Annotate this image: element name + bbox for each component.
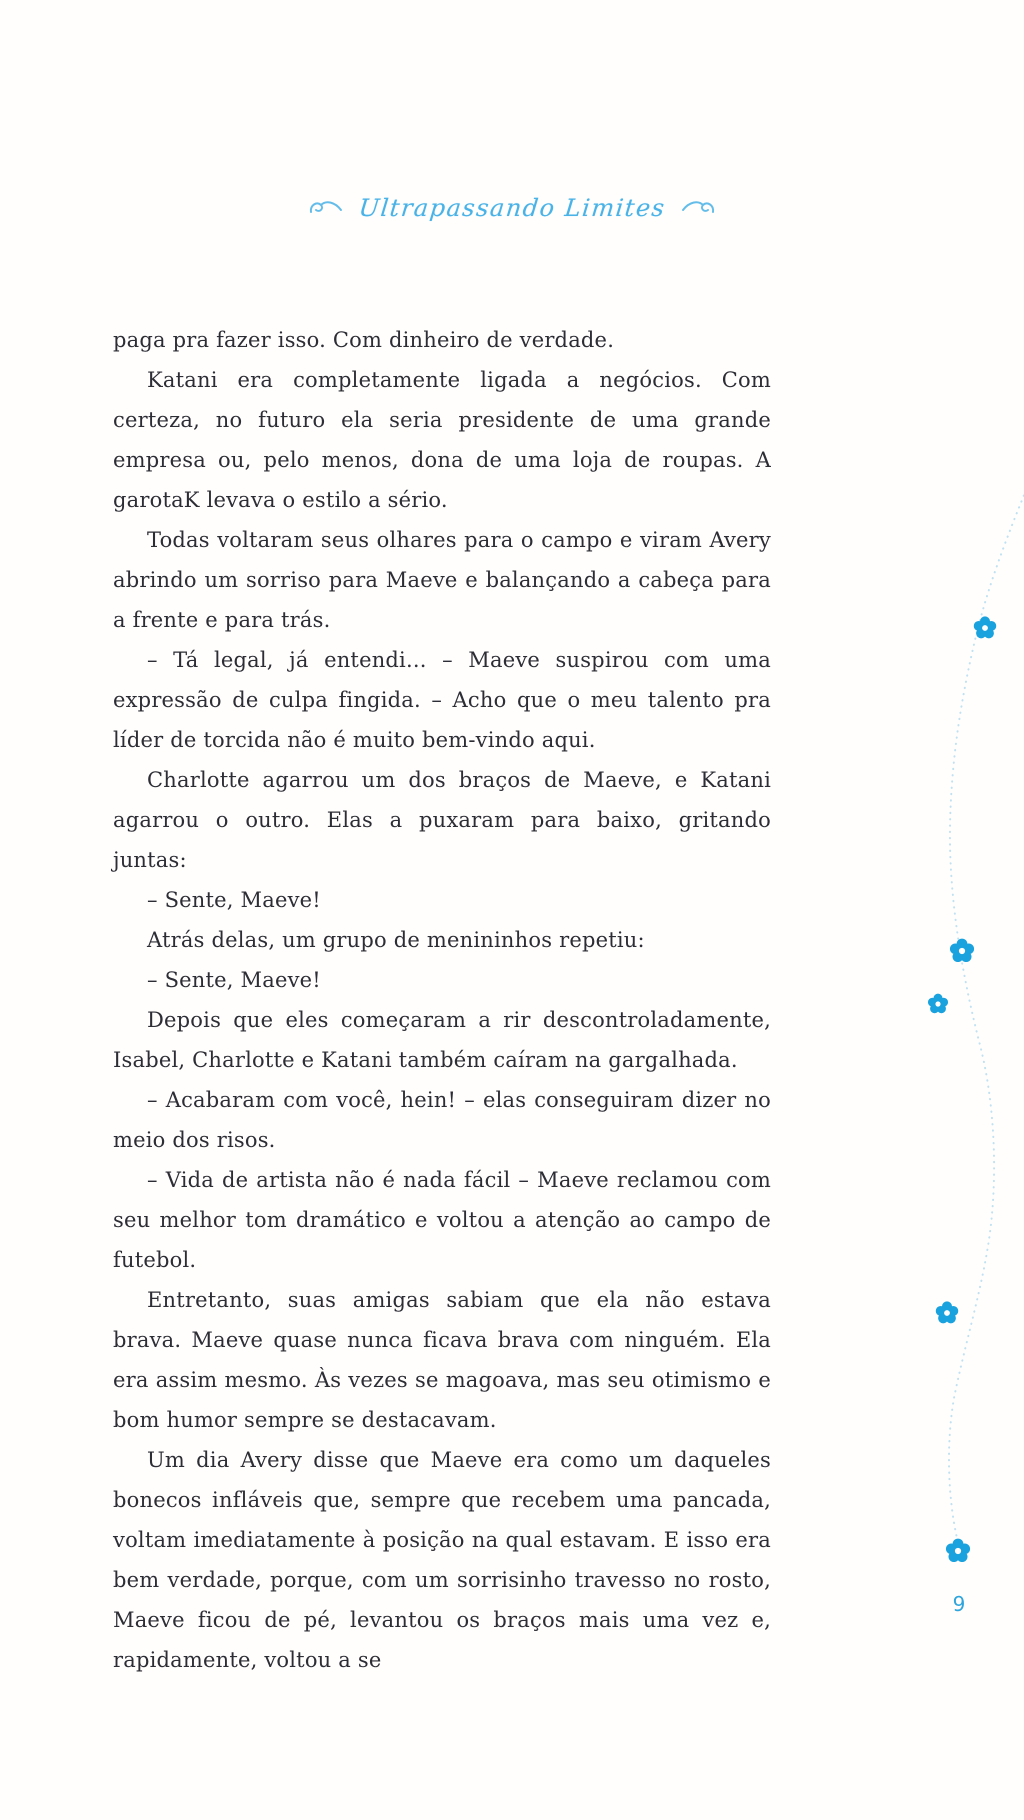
flower-icon	[971, 614, 999, 646]
paragraph: Depois que eles começaram a rir descontroladamente, Isabel, Charlotte e Katani também caíram na gargalhada.	[113, 1008, 771, 1072]
header-flourish-right-icon	[681, 199, 715, 217]
paragraph: paga pra fazer isso. Com dinheiro de verdade.	[113, 328, 615, 352]
flower-icon	[943, 1536, 973, 1570]
header-flourish-left-icon	[309, 199, 343, 217]
paragraph: – Sente, Maeve!	[147, 968, 321, 992]
chapter-title: Ultrapassando Limites	[357, 194, 667, 222]
flower-icon	[933, 1299, 961, 1331]
paragraph: Todas voltaram seus olhares para o campo e viram Avery abrindo um sorriso para Maeve e balançando a cabeça para a frente e para trás.	[113, 528, 771, 632]
paragraph: Entretanto, suas amigas sabiam que ela não estava brava. Maeve quase nunca ficava brava com ninguém. Ela era assim mesmo. Às vezes se magoava, mas seu otimismo e bom humor sempre se destacavam.	[113, 1288, 771, 1432]
paragraph: Um dia Avery disse que Maeve era como um daqueles bonecos infláveis que, sempre que recebem uma pancada, voltam imediatamente à posição na qual estavam. E isso era bem verdade, porque, com um sorrisinho travesso no rosto, Maeve ficou de pé, levantou os braços mais uma vez e, rapidamente, voltou a se	[113, 1448, 771, 1672]
paragraph: – Sente, Maeve!	[147, 888, 321, 912]
flower-icon	[926, 992, 951, 1021]
body-text	[113, 320, 771, 1680]
paragraph: – Acabaram com você, hein! – elas conseguiram dizer no meio dos risos.	[113, 1088, 771, 1152]
paragraph: – Vida de artista não é nada fácil – Maeve reclamou com seu melhor tom dramático e voltou a atenção ao campo de futebol.	[113, 1168, 771, 1272]
page-number: 9	[952, 1592, 966, 1616]
paragraph: Atrás delas, um grupo de menininhos repetiu:	[147, 928, 645, 952]
flower-icon	[947, 936, 977, 970]
paragraph: – Tá legal, já entendi... – Maeve suspirou com uma expressão de culpa fingida. – Acho que o meu talento pra líder de torcida não é muito bem-vindo aqui.	[113, 648, 771, 752]
paragraph: Charlotte agarrou um dos braços de Maeve, e Katani agarrou o outro. Elas a puxaram para baixo, gritando juntas:	[113, 768, 771, 872]
running-header	[0, 188, 1024, 228]
paragraph: Katani era completamente ligada a negócios. Com certeza, no futuro ela seria presidente de uma grande empresa ou, pelo menos, dona de uma loja de roupas. A garotaK levava o estilo a sério.	[113, 368, 771, 512]
